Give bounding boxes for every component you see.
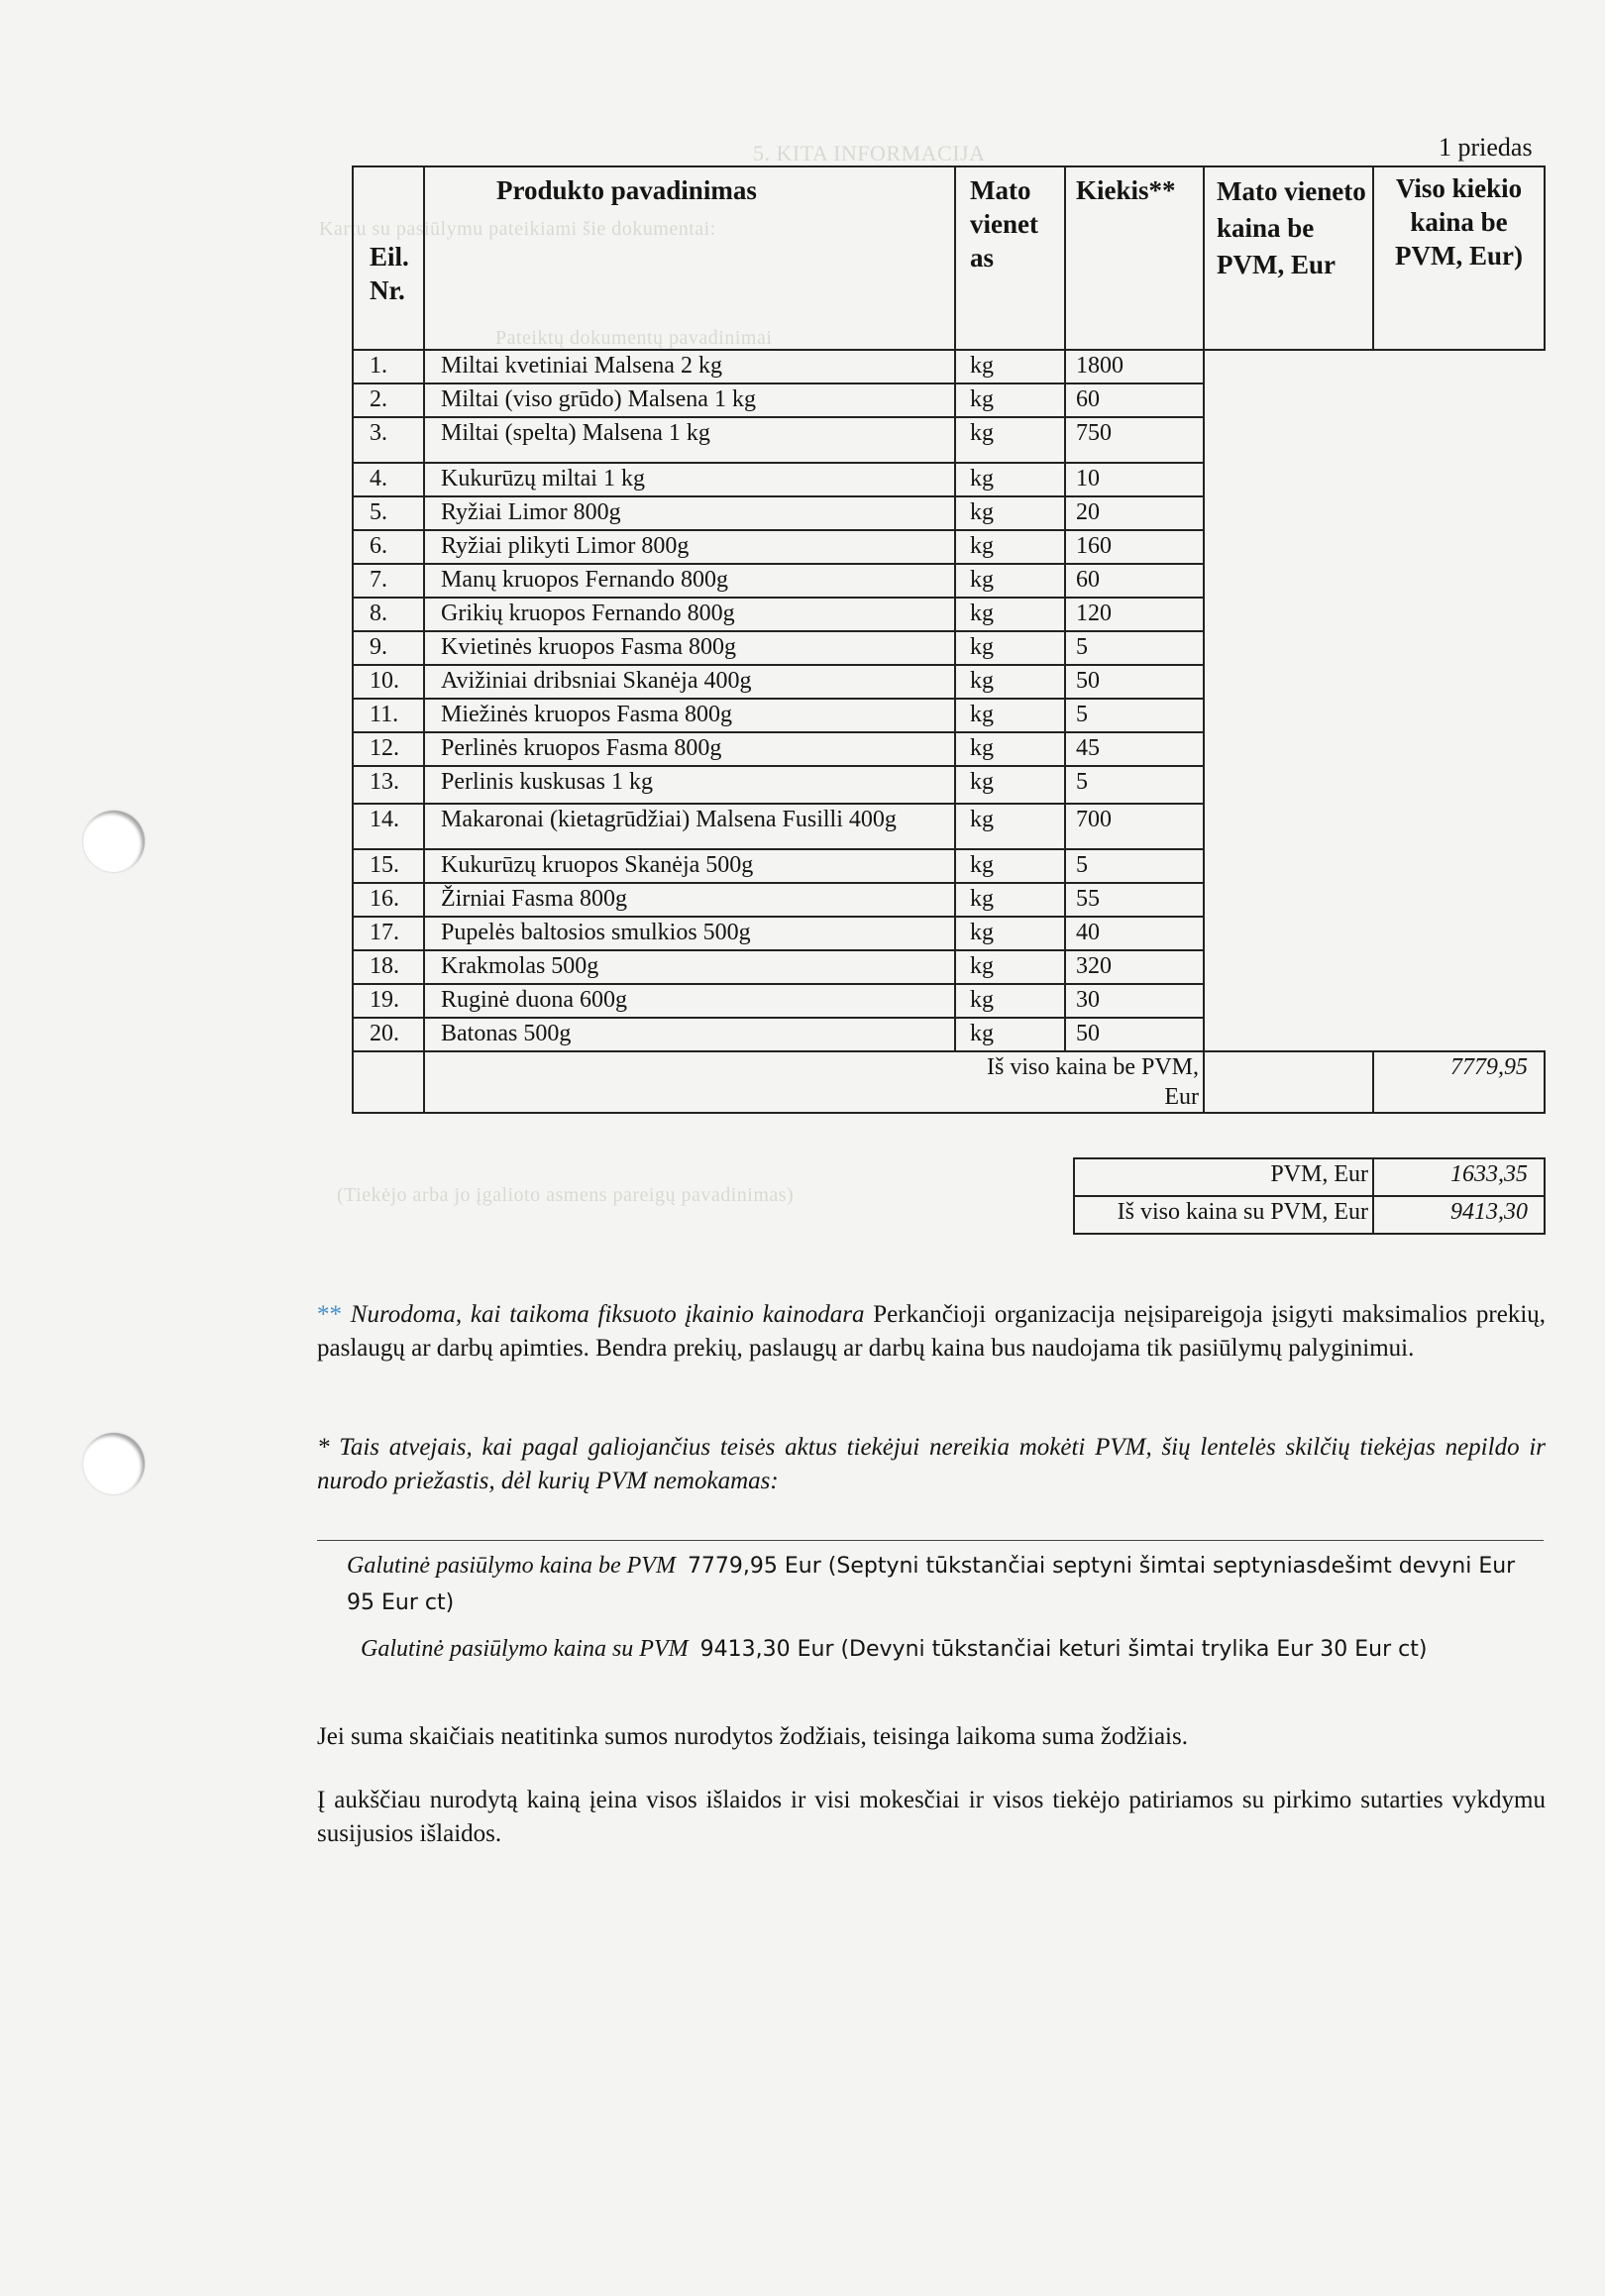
table-row <box>353 350 1545 383</box>
product-table <box>352 165 1546 1114</box>
final-price-without-vat <box>347 1548 1536 1621</box>
unit-price-cell <box>1204 564 1373 598</box>
total-price-cell <box>1373 496 1545 530</box>
table-row <box>353 766 1545 804</box>
table-row <box>353 463 1545 496</box>
total-price-cell <box>1373 530 1545 564</box>
col-header-total: Viso kiekio kaina be PVM, Eur) <box>1373 166 1545 350</box>
quantity: 700 <box>1065 804 1204 849</box>
table-row <box>353 383 1545 417</box>
product-name: Krakmolas 500g <box>424 950 955 984</box>
row-number: 14. <box>353 804 424 849</box>
unit: kg <box>955 883 1065 917</box>
row-number: 16. <box>353 883 424 917</box>
product-name: Pupelės baltosios smulkios 500g <box>424 917 955 950</box>
total-price-cell <box>1373 598 1545 631</box>
product-name: Grikių kruopos Fernando 800g <box>424 598 955 631</box>
table-row <box>353 732 1545 766</box>
row-number: 12. <box>353 732 424 766</box>
final-with-vat-value: 9413,30 Eur (Devyni tūkstančiai keturi šimtai trylika Eur 30 Eur ct) <box>699 1637 1428 1662</box>
quantity: 5 <box>1065 849 1204 883</box>
product-name: Žirniai Fasma 800g <box>424 883 955 917</box>
total-price-cell <box>1373 766 1545 804</box>
unit: kg <box>955 496 1065 530</box>
row-number: 17. <box>353 917 424 950</box>
total-price-cell <box>1373 849 1545 883</box>
unit: kg <box>955 631 1065 665</box>
total-without-vat-label: Iš viso kaina be PVM, Eur <box>424 1051 1204 1113</box>
product-name: Miežinės kruopos Fasma 800g <box>424 699 955 732</box>
total-without-vat-value: 7779,95 <box>1373 1051 1545 1113</box>
total-with-vat-row <box>1074 1196 1545 1234</box>
unit: kg <box>955 732 1065 766</box>
product-name: Perlinės kruopos Fasma 800g <box>424 732 955 766</box>
vat-summary-table <box>1073 1157 1546 1235</box>
table-row <box>353 849 1545 883</box>
unit-price-cell <box>1204 598 1373 631</box>
table-row <box>353 917 1545 950</box>
unit-price-cell <box>1204 383 1373 417</box>
quantity: 750 <box>1065 417 1204 463</box>
includes-costs-text: Į aukščiau nurodytą kainą įeina visos išlaidos ir visi mokesčiai ir visos tiekėjo patiriamos su pirkimo sutarties vykdymu susijusios išlaidos. <box>317 1787 1546 1847</box>
final-without-vat-value: 7779,95 Eur (Septyni tūkstančiai septyni šimtai septyniasdešimt devyni Eur 95 Eur ct) <box>347 1554 1516 1615</box>
table-row <box>353 417 1545 463</box>
table-row <box>353 496 1545 530</box>
product-name: Manų kruopos Fernando 800g <box>424 564 955 598</box>
total-price-cell <box>1373 699 1545 732</box>
total-row <box>353 1051 1545 1113</box>
product-name: Miltai (viso grūdo) Malsena 1 kg <box>424 383 955 417</box>
punch-hole-top <box>83 811 145 872</box>
unit-price-cell <box>1204 883 1373 917</box>
quantity: 320 <box>1065 950 1204 984</box>
bleed-through-text: (Tiekėjo arba jo įgalioto asmens pareigų pavadinimas) <box>337 1184 795 1206</box>
fixed-price-note <box>317 1298 1546 1366</box>
unit: kg <box>955 530 1065 564</box>
quantity: 30 <box>1065 984 1204 1018</box>
final-without-vat-label: Galutinė pasiūlymo kaina be PVM <box>347 1553 676 1579</box>
unit-price-cell <box>1204 984 1373 1018</box>
total-price-cell <box>1373 463 1545 496</box>
row-number: 15. <box>353 849 424 883</box>
quantity: 55 <box>1065 883 1204 917</box>
unit-price-cell <box>1204 631 1373 665</box>
unit: kg <box>955 917 1065 950</box>
total-price-cell <box>1373 883 1545 917</box>
row-number: 4. <box>353 463 424 496</box>
fixed-price-note-italic: Nurodoma, kai taikoma fiksuoto įkainio kainodara <box>350 1301 865 1328</box>
row-number: 13. <box>353 766 424 804</box>
table-row <box>353 564 1545 598</box>
final-with-vat-label: Galutinė pasiūlymo kaina su PVM <box>361 1636 689 1662</box>
unit-price-cell <box>1204 417 1373 463</box>
product-name: Makaronai (kietagrūdžiai) Malsena Fusilli 400g <box>424 804 955 849</box>
row-number: 8. <box>353 598 424 631</box>
table-row <box>353 950 1545 984</box>
product-name: Avižiniai dribsniai Skanėja 400g <box>424 665 955 699</box>
unit-price-cell <box>1204 699 1373 732</box>
vat-label: PVM, Eur <box>1074 1158 1373 1196</box>
row-number: 9. <box>353 631 424 665</box>
total-price-cell <box>1373 950 1545 984</box>
product-name: Ryžiai plikyti Limor 800g <box>424 530 955 564</box>
quantity: 5 <box>1065 699 1204 732</box>
unit: kg <box>955 804 1065 849</box>
total-price-cell <box>1373 1018 1545 1051</box>
row-number: 5. <box>353 496 424 530</box>
total-price-cell <box>1373 383 1545 417</box>
col-header-unit: Mato vienet as <box>955 166 1065 350</box>
unit-price-cell <box>1204 917 1373 950</box>
product-name: Ryžiai Limor 800g <box>424 496 955 530</box>
product-name: Kvietinės kruopos Fasma 800g <box>424 631 955 665</box>
quantity: 5 <box>1065 766 1204 804</box>
vat-row <box>1074 1158 1545 1196</box>
table-row <box>353 530 1545 564</box>
total-price-cell <box>1373 350 1545 383</box>
quantity: 160 <box>1065 530 1204 564</box>
final-price-with-vat <box>361 1631 1540 1668</box>
col-header-unit-price: Mato vieneto kaina be PVM, Eur <box>1204 166 1373 350</box>
quantity: 40 <box>1065 917 1204 950</box>
unit: kg <box>955 849 1065 883</box>
table-row <box>353 665 1545 699</box>
quantity: 20 <box>1065 496 1204 530</box>
product-name: Kukurūzų kruopos Skanėja 500g <box>424 849 955 883</box>
fixed-price-note-text: Perkančioji organizacija neįsipareigoja įsigyti maksimalios prekių, paslaugų ar darbų apimties. Bendra prekių, paslaugų ar darbų kaina bus naudojama tik pasiūlymų palyginimui. <box>317 1301 1547 1362</box>
table-row <box>353 699 1545 732</box>
unit-price-cell <box>1204 950 1373 984</box>
quantity: 1800 <box>1065 350 1204 383</box>
product-name: Perlinis kuskusas 1 kg <box>424 766 955 804</box>
unit-price-cell <box>1204 804 1373 849</box>
unit-price-cell <box>1204 732 1373 766</box>
unit: kg <box>955 383 1065 417</box>
table-row <box>353 984 1545 1018</box>
unit: kg <box>955 417 1065 463</box>
total-price-cell <box>1373 804 1545 849</box>
row-number: 3. <box>353 417 424 463</box>
unit: kg <box>955 699 1065 732</box>
vat-exemption-note: * Tais atvejais, kai pagal galiojančius teisės aktus tiekėjui nereikia mokėti PVM, šių lentelės skilčių tiekėjas nepildo ir nurodo priežastis, dėl kurių PVM nemokamas: <box>317 1434 1546 1494</box>
row-number: 11. <box>353 699 424 732</box>
punch-hole-bottom <box>83 1433 145 1494</box>
quantity: 60 <box>1065 564 1204 598</box>
table-row <box>353 598 1545 631</box>
col-header-name: Produkto pavadinimas <box>424 166 955 350</box>
unit: kg <box>955 766 1065 804</box>
quantity: 10 <box>1065 463 1204 496</box>
note-stars: ** <box>317 1301 342 1328</box>
row-number: 19. <box>353 984 424 1018</box>
bleed-through-text: 5. KITA INFORMACIJA <box>753 141 986 165</box>
table-row <box>353 883 1545 917</box>
unit-price-cell <box>1204 665 1373 699</box>
row-number: 7. <box>353 564 424 598</box>
total-price-cell <box>1373 564 1545 598</box>
col-header-nr: Eil. Nr. <box>353 166 424 350</box>
unit-price-cell <box>1204 496 1373 530</box>
unit: kg <box>955 984 1065 1018</box>
total-price-cell <box>1373 417 1545 463</box>
table-row <box>353 1018 1545 1051</box>
row-number: 10. <box>353 665 424 699</box>
total-with-vat-value: 9413,30 <box>1373 1196 1545 1234</box>
quantity: 45 <box>1065 732 1204 766</box>
quantity: 60 <box>1065 383 1204 417</box>
product-name: Miltai (spelta) Malsena 1 kg <box>424 417 955 463</box>
total-price-cell <box>1373 665 1545 699</box>
product-name: Ruginė duona 600g <box>424 984 955 1018</box>
unit-price-cell <box>1204 350 1373 383</box>
total-with-vat-label: Iš viso kaina su PVM, Eur <box>1074 1196 1373 1234</box>
unit: kg <box>955 564 1065 598</box>
product-name: Miltai kvetiniai Malsena 2 kg <box>424 350 955 383</box>
total-price-cell <box>1373 732 1545 766</box>
unit-price-cell <box>1204 849 1373 883</box>
divider-line <box>317 1540 1544 1541</box>
unit: kg <box>955 598 1065 631</box>
total-price-cell <box>1373 631 1545 665</box>
unit-price-cell <box>1204 530 1373 564</box>
total-price-cell <box>1373 917 1545 950</box>
row-number: 2. <box>353 383 424 417</box>
quantity: 50 <box>1065 1018 1204 1051</box>
row-number: 18. <box>353 950 424 984</box>
vat-value: 1633,35 <box>1373 1158 1545 1196</box>
words-rule-text: Jei suma skaičiais neatitinka sumos nurodytos žodžiais, teisinga laikoma suma žodžiais. <box>317 1723 1188 1750</box>
unit: kg <box>955 665 1065 699</box>
col-header-qty: Kiekis** <box>1065 166 1204 350</box>
quantity: 5 <box>1065 631 1204 665</box>
unit-price-cell <box>1204 463 1373 496</box>
unit-price-cell <box>1204 1018 1373 1051</box>
unit-price-cell <box>1204 766 1373 804</box>
table-header <box>353 166 1545 350</box>
row-number: 1. <box>353 350 424 383</box>
bleed-through-text: Pateiktų dokumentų pavadinimai <box>495 327 773 349</box>
annex-label: 1 priedas <box>1439 133 1533 162</box>
total-price-cell <box>1373 984 1545 1018</box>
quantity: 50 <box>1065 665 1204 699</box>
row-number: 6. <box>353 530 424 564</box>
unit: kg <box>955 463 1065 496</box>
table-row <box>353 631 1545 665</box>
bleed-through-text: Kartu su pasiūlymu pateikiami šie dokumentai: <box>319 218 716 240</box>
product-name: Kukurūzų miltai 1 kg <box>424 463 955 496</box>
table-body <box>353 350 1545 1051</box>
quantity: 120 <box>1065 598 1204 631</box>
table-row <box>353 804 1545 849</box>
row-number: 20. <box>353 1018 424 1051</box>
unit: kg <box>955 1018 1065 1051</box>
product-name: Batonas 500g <box>424 1018 955 1051</box>
unit: kg <box>955 350 1065 383</box>
unit: kg <box>955 950 1065 984</box>
